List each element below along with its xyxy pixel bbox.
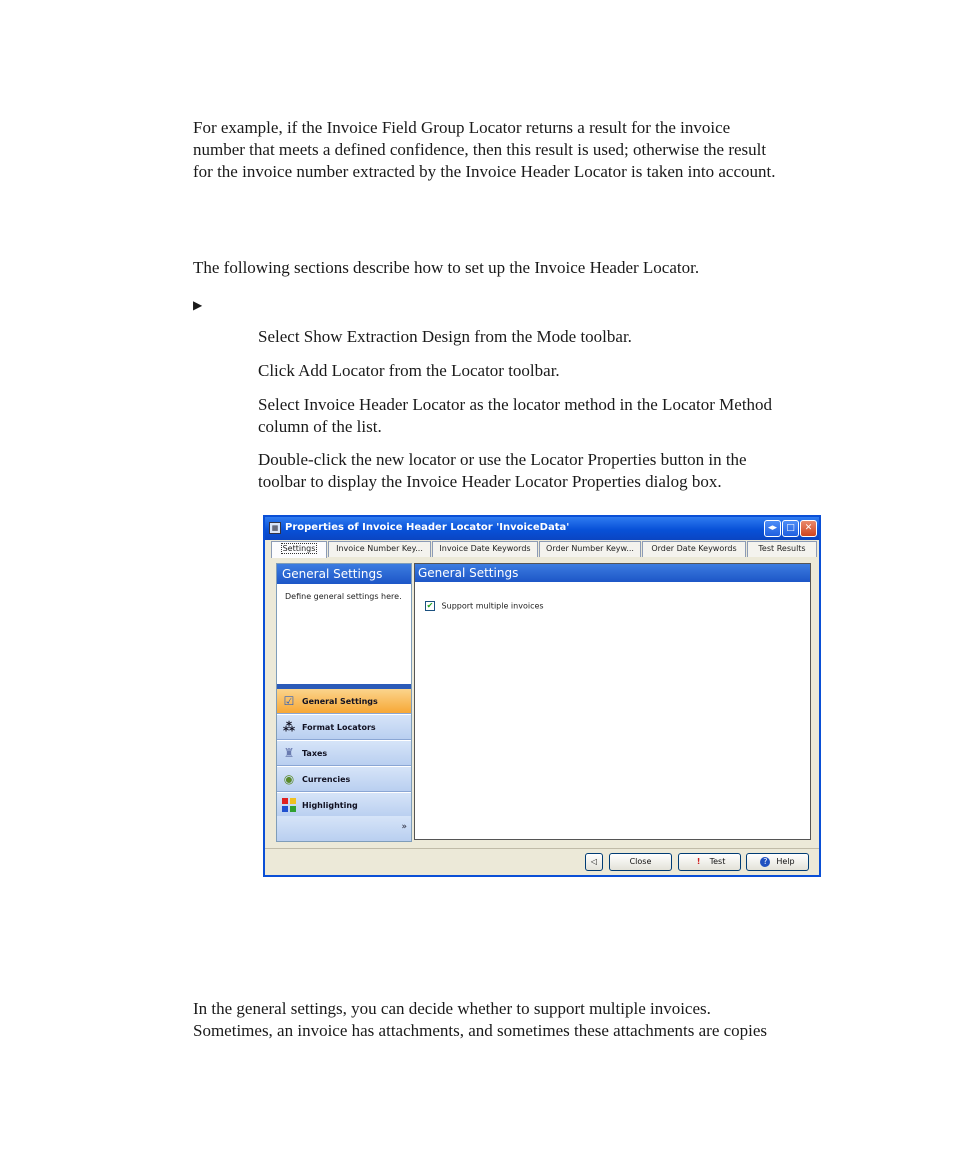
nav-item-currencies[interactable]: ◉ Currencies	[277, 767, 411, 792]
tab-invoice-date-keywords[interactable]: Invoice Date Keywords	[432, 541, 538, 557]
text-line: toolbar to display the Invoice Header Locator Properties dialog box.	[258, 472, 722, 491]
tab-settings[interactable]: Settings	[271, 541, 327, 558]
context-help-button[interactable]: ◂▸	[764, 520, 781, 537]
step-1: Select Show Extraction Design from the Mode toolbar.	[258, 327, 632, 346]
chevron-down-icon[interactable]: »	[401, 822, 407, 832]
help-icon: ?	[760, 857, 770, 867]
text-line: number that meets a defined confidence, then this result is used; otherwise the result	[193, 140, 767, 159]
exclamation-icon: !	[696, 856, 701, 866]
procedure-arrow-icon: ▶	[193, 298, 203, 312]
text-line: For example, if the Invoice Field Group Locator returns a result for the invoice	[193, 118, 731, 137]
checkbox-label: Support multiple invoices	[441, 601, 544, 611]
taxes-icon: ♜	[283, 746, 295, 760]
settings-panel-header: General Settings	[415, 564, 810, 582]
tab-strip	[269, 541, 819, 558]
help-button[interactable]: ? Help	[746, 853, 809, 871]
test-button[interactable]: ! Test	[678, 853, 741, 871]
sections-intro: The following sections describe how to set up the Invoice Header Locator.	[193, 258, 700, 277]
nav-footer	[277, 816, 411, 841]
settings-check-icon: ☑	[283, 694, 295, 708]
color-grid-icon	[281, 797, 297, 813]
nav-panel-header: General Settings	[277, 564, 411, 584]
properties-dialog	[263, 515, 821, 877]
nav-item-highlighting[interactable]: Highlighting	[277, 793, 411, 818]
close-window-button[interactable]: ✕	[800, 520, 817, 537]
text-line: Select Invoice Header Locator as the locator method in the Locator Method	[258, 395, 773, 414]
text-line: In the general settings, you can decide whether to support multiple invoices.	[193, 999, 711, 1018]
step-3	[258, 394, 858, 438]
text-line: for the invoice number extracted by the Invoice Header Locator is taken into account.	[193, 162, 776, 181]
format-locator-icon: ⁂	[282, 720, 296, 734]
example-paragraph	[193, 117, 883, 183]
nav-panel-description: Define general settings here.	[285, 592, 402, 601]
maximize-button[interactable]: □	[782, 520, 799, 537]
nav-item-general-settings[interactable]: ☑ General Settings	[277, 689, 411, 714]
nav-item-format-locators[interactable]: ⁂ Format Locators	[277, 715, 411, 740]
navigation-panel	[276, 563, 412, 842]
tab-order-date-keywords[interactable]: Order Date Keywords	[642, 541, 746, 557]
app-icon: ▦	[269, 522, 281, 534]
dialog-title: Properties of Invoice Header Locator 'InvoiceData'	[285, 522, 570, 533]
support-multiple-invoices-option[interactable]	[425, 601, 544, 611]
tab-order-number-keywords[interactable]: Order Number Keyw...	[539, 541, 641, 557]
tab-invoice-number-keywords[interactable]: Invoice Number Key...	[328, 541, 431, 557]
close-button[interactable]: Close	[609, 853, 672, 871]
settings-panel	[414, 563, 811, 840]
nav-item-taxes[interactable]: ♜ Taxes	[277, 741, 411, 766]
dialog-titlebar	[265, 517, 819, 540]
tab-test-results[interactable]: Test Results	[747, 541, 817, 557]
support-multiple-invoices-checkbox[interactable]: ✔	[426, 601, 434, 610]
step-4	[258, 449, 858, 493]
text-line: Sometimes, an invoice has attachments, and sometimes these attachments are copies	[193, 1021, 768, 1040]
currency-coin-icon: ◉	[283, 772, 295, 786]
step-2: Click Add Locator from the Locator toolbar.	[258, 361, 560, 380]
text-line: column of the list.	[258, 417, 382, 436]
text-line: Double-click the new locator or use the Locator Properties button in the	[258, 450, 747, 469]
back-button[interactable]: ◁	[585, 853, 603, 871]
general-settings-paragraph	[193, 998, 883, 1042]
dialog-button-bar	[265, 848, 819, 875]
